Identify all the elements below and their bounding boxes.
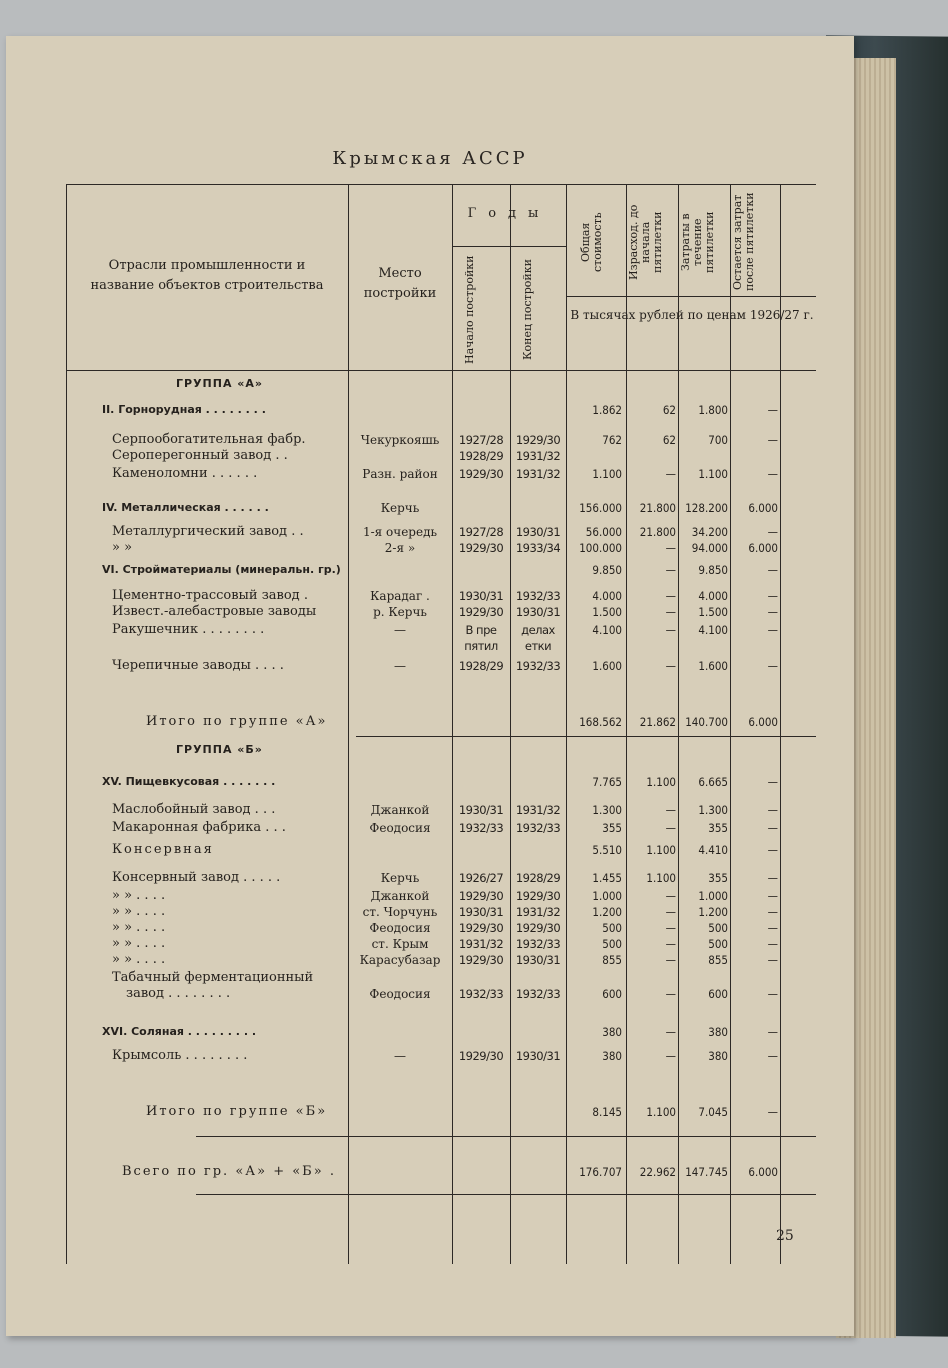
row-31-before: 22.962 <box>639 1165 676 1179</box>
row-1-before: 62 <box>662 403 676 417</box>
row-9-end: 1932/33 <box>515 589 561 603</box>
row-18-before: — <box>665 821 676 835</box>
years-rule <box>452 246 566 247</box>
row-9-place: Карадаг . <box>370 589 430 603</box>
row-27-place: Феодосия <box>369 987 431 1001</box>
row-2-end: 1929/30 <box>515 433 561 447</box>
row-4-during: 1.100 <box>698 467 728 481</box>
row-11-end: делах <box>521 623 555 637</box>
row-23-start: 1929/30 <box>458 921 504 935</box>
page-number: 25 <box>776 1228 794 1244</box>
row-5-place: Керчь <box>380 501 420 515</box>
row-2-before: 62 <box>662 433 676 447</box>
construction-table <box>66 184 816 1264</box>
row-17-during: 1.300 <box>698 803 728 817</box>
row-21-name: » » . . . . <box>112 888 166 903</box>
header-units: В тысячах рублей по ценам 1926/27 г. <box>570 308 814 322</box>
row-8-name: VI. Стройматериалы (минеральн. гр.) <box>102 563 341 576</box>
row-10-after: — <box>767 605 778 619</box>
table-rule <box>510 184 511 1264</box>
row-13-during: 1.600 <box>698 659 728 673</box>
row-4-place: Разн. район <box>362 467 438 481</box>
row-28-after: — <box>767 1025 778 1039</box>
row-14-after: 6.000 <box>748 715 778 729</box>
row-27-before: — <box>665 987 676 1001</box>
row-22-total: 1.200 <box>592 905 622 919</box>
row-27-name: завод . . . . . . . . <box>126 986 231 1001</box>
row-5-before: 21.800 <box>639 501 676 515</box>
row-20-during: 355 <box>708 871 728 885</box>
row-11-place: — <box>394 623 406 637</box>
row-17-start: 1930/31 <box>458 803 504 817</box>
row-11-after: — <box>767 623 778 637</box>
row-24-before: — <box>665 937 676 951</box>
row-29-during: 380 <box>708 1049 728 1063</box>
row-17-after: — <box>767 803 778 817</box>
row-6-after: — <box>767 525 778 539</box>
row-28-total: 380 <box>602 1025 622 1039</box>
row-1-total: 1.862 <box>592 403 622 417</box>
row-22-name: » » . . . . <box>112 904 166 919</box>
row-26-name: Табачный ферментационный <box>112 970 314 985</box>
row-14-total: 168.562 <box>579 715 622 729</box>
row-29-end: 1930/31 <box>515 1049 561 1063</box>
row-13-end: 1932/33 <box>515 659 561 673</box>
row-16-during: 6.665 <box>698 775 728 789</box>
row-2-start: 1927/28 <box>458 433 504 447</box>
row-12-start: пятил <box>464 639 498 653</box>
row-22-during: 1.200 <box>698 905 728 919</box>
row-18-during: 355 <box>708 821 728 835</box>
row-24-place: ст. Крым <box>371 937 429 951</box>
row-19-after: — <box>767 843 778 857</box>
row-18-place: Феодосия <box>369 821 431 835</box>
row-22-end: 1931/32 <box>515 905 561 919</box>
book-page <box>6 36 854 1336</box>
row-6-place: 1-я очередь <box>362 525 438 539</box>
row-4-after: — <box>767 467 778 481</box>
row-4-before: — <box>665 467 676 481</box>
table-rule <box>566 184 567 1264</box>
table-rule <box>66 184 67 1264</box>
row-21-after: — <box>767 889 778 903</box>
row-23-before: — <box>665 921 676 935</box>
row-6-end: 1930/31 <box>515 525 561 539</box>
row-31-after: 6.000 <box>748 1165 778 1179</box>
row-20-name: Консервный завод . . . . . <box>112 870 281 885</box>
row-14-before: 21.862 <box>639 715 676 729</box>
row-9-during: 4.000 <box>698 589 728 603</box>
row-1-during: 1.800 <box>698 403 728 417</box>
row-18-start: 1932/33 <box>458 821 504 835</box>
row-21-during: 1.000 <box>698 889 728 903</box>
header-years: Годы <box>467 206 551 221</box>
header-start: Начало постройки <box>463 255 476 365</box>
row-30-after: — <box>767 1105 778 1119</box>
row-24-name: » » . . . . <box>112 936 166 951</box>
row-12-end: етки <box>524 639 552 653</box>
row-24-end: 1932/33 <box>515 937 561 951</box>
row-16-total: 7.765 <box>592 775 622 789</box>
table-rule <box>678 184 679 1264</box>
row-25-name: » » . . . . <box>112 952 166 967</box>
row-10-name: Извест.-алебастровые заводы <box>112 604 317 619</box>
row-2-after: — <box>767 433 778 447</box>
row-7-end: 1933/34 <box>515 541 561 555</box>
table-rule <box>348 184 349 1264</box>
row-11-name: Ракушечник . . . . . . . . <box>112 622 265 637</box>
row-19-name: Консервная <box>112 842 214 857</box>
row-31-name: Всего по гр. «А» + «Б» . <box>122 1164 336 1179</box>
row-9-start: 1930/31 <box>458 589 504 603</box>
row-2-name: Серпообогатительная фабр. <box>112 432 306 447</box>
row-7-place: 2-я » <box>384 541 416 555</box>
row-18-after: — <box>767 821 778 835</box>
row-23-place: Феодосия <box>369 921 431 935</box>
row-25-start: 1929/30 <box>458 953 504 967</box>
row-28-before: — <box>665 1025 676 1039</box>
row-10-place: р. Керчь <box>373 605 427 619</box>
row-6-before: 21.800 <box>639 525 676 539</box>
table-rule <box>730 184 731 1264</box>
row-21-place: Джанкой <box>370 889 430 903</box>
row-4-total: 1.100 <box>592 467 622 481</box>
row-7-during: 94.000 <box>691 541 728 555</box>
row-7-total: 100.000 <box>579 541 622 555</box>
row-11-before: — <box>665 623 676 637</box>
subtotal-rule <box>356 736 816 737</box>
header-total: Общая стоимость <box>579 212 604 272</box>
row-19-total: 5.510 <box>592 843 622 857</box>
row-17-total: 1.300 <box>592 803 622 817</box>
row-6-during: 34.200 <box>691 525 728 539</box>
row-22-place: ст. Чорчунь <box>362 905 438 919</box>
header-bottom-rule <box>66 370 816 371</box>
row-21-before: — <box>665 889 676 903</box>
row-14-name: Итого по группе «А» <box>146 714 328 729</box>
row-28-name: XVI. Соляная . . . . . . . . . <box>102 1025 257 1038</box>
row-18-name: Макаронная фабрика . . . <box>112 820 286 835</box>
row-23-name: » » . . . . <box>112 920 166 935</box>
row-20-total: 1.455 <box>592 871 622 885</box>
row-30-before: 1.100 <box>646 1105 676 1119</box>
row-29-start: 1929/30 <box>458 1049 504 1063</box>
row-31-during: 147.745 <box>685 1165 728 1179</box>
row-5-during: 128.200 <box>685 501 728 515</box>
row-24-start: 1931/32 <box>458 937 504 951</box>
row-6-name: Металлургический завод . . <box>112 524 304 539</box>
row-23-during: 500 <box>708 921 728 935</box>
row-5-name: IV. Металлическая . . . . . . <box>102 501 269 514</box>
row-25-end: 1930/31 <box>515 953 561 967</box>
row-13-place: — <box>394 659 406 673</box>
row-30-name: Итого по группе «Б» <box>146 1104 328 1119</box>
row-23-end: 1929/30 <box>515 921 561 935</box>
row-10-start: 1929/30 <box>458 605 504 619</box>
row-6-start: 1927/28 <box>458 525 504 539</box>
row-13-total: 1.600 <box>592 659 622 673</box>
row-20-before: 1.100 <box>646 871 676 885</box>
row-27-total: 600 <box>602 987 622 1001</box>
row-9-after: — <box>767 589 778 603</box>
row-25-total: 855 <box>602 953 622 967</box>
row-14-during: 140.700 <box>685 715 728 729</box>
header-during: Затраты в течение пятилетки <box>679 211 716 273</box>
row-4-name: Каменоломни . . . . . . <box>112 466 258 481</box>
row-27-end: 1932/33 <box>515 987 561 1001</box>
row-21-end: 1929/30 <box>515 889 561 903</box>
row-17-end: 1931/32 <box>515 803 561 817</box>
row-4-start: 1929/30 <box>458 467 504 481</box>
table-rule <box>626 184 627 1264</box>
row-23-after: — <box>767 921 778 935</box>
row-13-after: — <box>767 659 778 673</box>
row-13-before: — <box>665 659 676 673</box>
row-20-after: — <box>767 871 778 885</box>
row-7-name: » » <box>112 540 133 555</box>
row-13-name: Черепичные заводы . . . . <box>112 658 284 673</box>
row-2-place: Чекуркояшь <box>360 433 440 447</box>
row-9-total: 4.000 <box>592 589 622 603</box>
row-8-during: 9.850 <box>698 563 728 577</box>
table-rule <box>452 184 453 1264</box>
header-after: Остается затрат после пятилетки <box>731 192 756 292</box>
row-29-name: Крымсоль . . . . . . . . <box>112 1048 248 1063</box>
row-22-after: — <box>767 905 778 919</box>
row-8-total: 9.850 <box>592 563 622 577</box>
row-11-start: В пре <box>465 623 497 637</box>
row-27-after: — <box>767 987 778 1001</box>
units-rule <box>566 296 816 297</box>
row-20-end: 1928/29 <box>515 871 561 885</box>
row-16-after: — <box>767 775 778 789</box>
row-21-start: 1929/30 <box>458 889 504 903</box>
row-7-start: 1929/30 <box>458 541 504 555</box>
row-28-during: 380 <box>708 1025 728 1039</box>
row-2-total: 762 <box>602 433 622 447</box>
row-16-name: XV. Пищевкусовая . . . . . . . <box>102 775 276 788</box>
row-5-after: 6.000 <box>748 501 778 515</box>
page-title: Крымская АССР <box>332 148 528 169</box>
row-1-after: — <box>767 403 778 417</box>
row-22-before: — <box>665 905 676 919</box>
row-17-place: Джанкой <box>370 803 430 817</box>
row-6-total: 56.000 <box>585 525 622 539</box>
row-7-after: 6.000 <box>748 541 778 555</box>
header-branch: Отрасли промышленности и название объектов строительства <box>90 258 324 293</box>
row-24-during: 500 <box>708 937 728 951</box>
row-1-name: II. Горнорудная . . . . . . . . <box>102 403 266 416</box>
grand-total-rule <box>196 1194 816 1195</box>
row-23-total: 500 <box>602 921 622 935</box>
row-31-total: 176.707 <box>579 1165 622 1179</box>
row-21-total: 1.000 <box>592 889 622 903</box>
row-18-total: 355 <box>602 821 622 835</box>
row-29-before: — <box>665 1049 676 1063</box>
row-4-end: 1931/32 <box>515 467 561 481</box>
row-9-before: — <box>665 589 676 603</box>
row-8-after: — <box>767 563 778 577</box>
row-29-place: — <box>394 1049 406 1063</box>
row-10-before: — <box>665 605 676 619</box>
row-25-during: 855 <box>708 953 728 967</box>
row-19-before: 1.100 <box>646 843 676 857</box>
row-13-start: 1928/29 <box>458 659 504 673</box>
row-0-name: ГРУППА «А» <box>176 377 264 390</box>
row-7-before: — <box>665 541 676 555</box>
row-29-total: 380 <box>602 1049 622 1063</box>
row-5-total: 156.000 <box>579 501 622 515</box>
row-18-end: 1932/33 <box>515 821 561 835</box>
table-top-rule <box>66 184 816 185</box>
row-3-end: 1931/32 <box>515 449 561 463</box>
row-25-place: Карасубазар <box>359 953 441 967</box>
row-24-total: 500 <box>602 937 622 951</box>
row-16-before: 1.100 <box>646 775 676 789</box>
row-30-total: 8.145 <box>592 1105 622 1119</box>
row-11-total: 4.100 <box>592 623 622 637</box>
row-22-start: 1930/31 <box>458 905 504 919</box>
row-19-during: 4.410 <box>698 843 728 857</box>
row-11-during: 4.100 <box>698 623 728 637</box>
row-10-during: 1.500 <box>698 605 728 619</box>
row-25-before: — <box>665 953 676 967</box>
row-3-start: 1928/29 <box>458 449 504 463</box>
subtotal-rule <box>196 1136 816 1137</box>
row-10-total: 1.500 <box>592 605 622 619</box>
row-27-during: 600 <box>708 987 728 1001</box>
row-29-after: — <box>767 1049 778 1063</box>
row-17-before: — <box>665 803 676 817</box>
table-rule <box>780 184 781 1264</box>
row-2-during: 700 <box>708 433 728 447</box>
row-3-name: Сероперегонный завод . . <box>112 448 288 463</box>
row-20-start: 1926/27 <box>458 871 504 885</box>
row-8-before: — <box>665 563 676 577</box>
row-30-during: 7.045 <box>698 1105 728 1119</box>
row-15-name: ГРУППА «Б» <box>176 743 263 756</box>
header-end: Конец постройки <box>521 259 534 361</box>
header-before: Израсход. до начала пятилетки <box>627 204 664 280</box>
row-10-end: 1930/31 <box>515 605 561 619</box>
row-20-place: Керчь <box>380 871 420 885</box>
row-9-name: Цементно-трассовый завод . <box>112 588 308 603</box>
row-27-start: 1932/33 <box>458 987 504 1001</box>
row-17-name: Маслобойный завод . . . <box>112 802 276 817</box>
row-25-after: — <box>767 953 778 967</box>
header-place: Место постройки <box>363 266 437 301</box>
row-24-after: — <box>767 937 778 951</box>
